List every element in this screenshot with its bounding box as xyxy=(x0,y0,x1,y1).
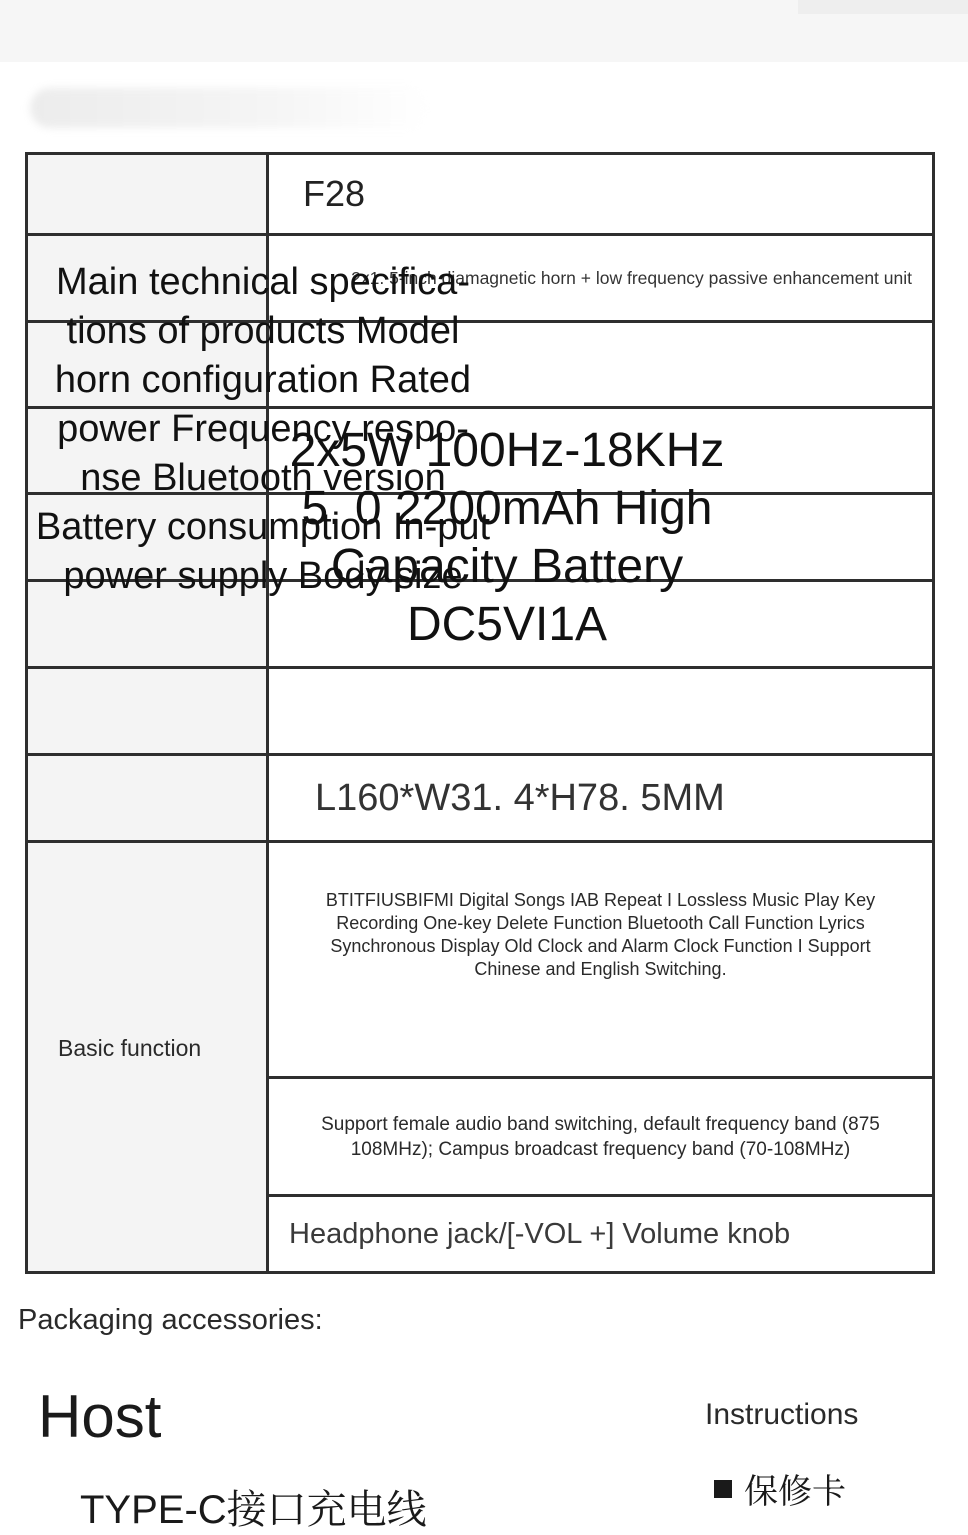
function-description-1: BTITFIUSBIFMI Digital Songs IAB Repeat I Lossless Music Play Key Recording One-key Delete Function Bluetooth Call Function Lyrics Synchronous Display Old Clock and Alarm Clock Function I Support Chinese and English Switching. xyxy=(325,889,876,979)
packaging-accessories-label: Packaging accessories: xyxy=(18,1304,323,1336)
accessory-charging-cable: TYPE-C接口充电线 xyxy=(80,1488,427,1532)
model-value: F28 xyxy=(303,173,366,214)
spec-labels-overlay: Main technical specifica-tions of products Model horn configuration Rated power Frequency respo-nse Bluetooth version Battery consumption In-put power supply Body size xyxy=(35,261,491,597)
accessory-host: Host xyxy=(38,1383,162,1450)
horn-configuration-value: 2x1. 5-inch diamagnetic horn + low frequency passive enhancement unit xyxy=(351,267,912,288)
accessory-instructions: Instructions xyxy=(705,1398,859,1431)
square-bullet-icon xyxy=(714,1480,732,1498)
basic-function-label: Basic function xyxy=(58,1035,202,1061)
top-bar xyxy=(0,0,968,62)
blurred-heading xyxy=(30,88,430,128)
row-divider xyxy=(28,666,932,669)
top-bar-smudge xyxy=(798,0,968,14)
body-size-value: L160*W31. 4*H78. 5MM xyxy=(315,776,725,819)
warranty-card-label: 保修卡 xyxy=(744,1473,846,1511)
spec-values-overlay: 2x5W 100Hz-18KHz 5. 0 2200mAh High Capacity Battery DC5VI1A xyxy=(289,424,725,651)
function-description-2: Support female audio band switching, default frequency band (875 108MHz); Campus broadcast frequency band (70-108MHz) xyxy=(321,1113,880,1160)
accessory-warranty-card xyxy=(714,1464,846,1513)
function-description-3: Headphone jack/[-VOL +] Volume knob xyxy=(289,1217,791,1250)
